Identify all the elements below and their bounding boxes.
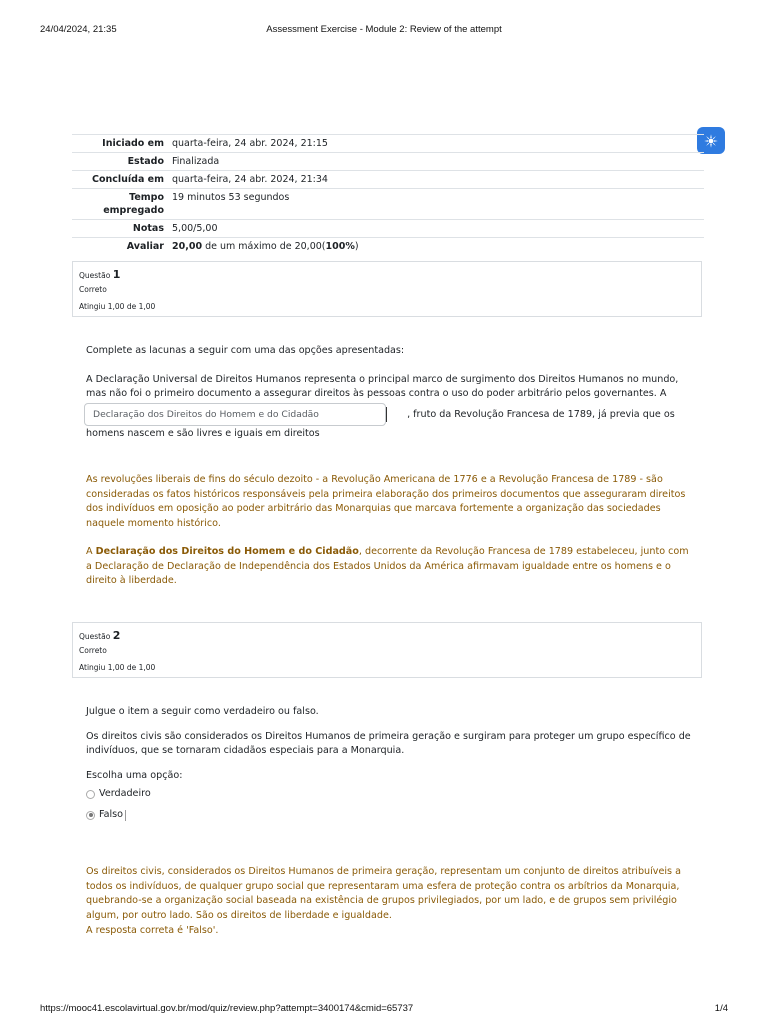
option-label: Falso xyxy=(99,808,124,820)
summary-label: Estado xyxy=(127,156,164,167)
question-text xyxy=(86,373,691,402)
question-2-info xyxy=(72,622,702,678)
print-footer xyxy=(40,1003,728,1017)
question-2-feedback xyxy=(86,865,691,939)
summary-label: Iniciado em xyxy=(102,138,164,149)
summary-row-completed xyxy=(72,170,704,188)
grade-mid: de um máximo de 20,00( xyxy=(202,241,326,252)
question-state: Correto xyxy=(79,285,107,294)
choose-label: Escolha uma opção: xyxy=(86,769,183,781)
summary-label-line: Tempo xyxy=(129,192,164,203)
summary-value: 19 minutos 53 segundos xyxy=(172,192,290,203)
feedback-bold: Declaração dos Direitos do Homem e do Cidadão xyxy=(95,546,359,557)
summary-label: Concluída em xyxy=(91,174,164,185)
question-instruction: Julgue o item a seguir como verdadeiro ou falso. xyxy=(86,706,319,717)
feedback-paragraph: As revoluções liberais de fins do século dezoito - a Revolução Americana de 1776 e a Revolução Francesa de 1789 - são consideradas os fatos históricos responsáveis pela primeira elaboração dos primeiros documentos que asseguraram direitos dos indivíduos em oposição ao poder arbitrário das Monarquias que marcava fortemente a organização das sociedades naquele momento histórico. xyxy=(86,474,686,529)
summary-label xyxy=(72,191,172,217)
question-grade: Atingiu 1,00 de 1,00 xyxy=(79,302,156,311)
grade-percent: 100% xyxy=(325,241,355,252)
question-number xyxy=(79,629,120,642)
correct-answer: A resposta correta é 'Falso'. xyxy=(86,925,219,936)
blank-answer-value: Declaração dos Direitos do Homem e do Cidadão xyxy=(93,408,319,420)
summary-value xyxy=(172,240,704,253)
summary-value: 5,00/5,00 xyxy=(172,223,218,234)
summary-row-grade xyxy=(72,237,704,255)
accessibility-icon xyxy=(702,132,720,150)
question-text-before: A Declaração Universal de Direitos Humanos representa o principal marco de surgimento dos Direitos Humanos no mundo, mas não foi o primeiro documento a assegurar direitos às pessoas contra o uso do poder arbitrário pelos governantes. A xyxy=(86,373,679,399)
summary-row-marks xyxy=(72,219,704,237)
summary-value: Finalizada xyxy=(172,156,220,167)
text-cursor xyxy=(125,810,126,821)
question-grade: Atingiu 1,00 de 1,00 xyxy=(79,663,156,672)
summary-label-line: empregado xyxy=(103,205,164,216)
summary-label: Avaliar xyxy=(126,241,164,252)
print-header xyxy=(40,24,728,38)
feedback-text: , decorrente da Revolução Francesa de 1789 estabeleceu, junto com a Declaração de Declaração de Independência dos Estados Unidos da América afirmavam igualdade entre os homens e o direito à liberdade. xyxy=(86,546,689,586)
summary-value: quarta-feira, 24 abr. 2024, 21:34 xyxy=(172,174,328,185)
feedback-paragraph: Os direitos civis, considerados os Direitos Humanos de primeira geração, representam um conjunto de direitos atribuíveis a todos os indivíduos, de qualquer grupo social que representaram uma esfera de proteção contra os arbítrios da Monarquia, quebrando-se a organização social baseada na existência de grupos privilegiados, por um lado, e de grupos sem privilégio algum, por outro lado. São os direitos de liberdade e igualdade. xyxy=(86,866,681,921)
print-date: 24/04/2024, 21:35 xyxy=(40,24,117,35)
feedback-paragraph xyxy=(86,545,691,589)
radio-false-selected[interactable] xyxy=(86,811,95,820)
print-title: Assessment Exercise - Module 2: Review of the attempt xyxy=(266,24,502,35)
question-text-after-line: homens nascem e são livres e iguais em direitos xyxy=(86,427,320,439)
text-cursor xyxy=(386,407,387,422)
radio-true[interactable] xyxy=(86,790,95,799)
grade-end: ) xyxy=(354,241,359,252)
question-label: Questão xyxy=(79,632,113,641)
question-number-value: 2 xyxy=(112,629,121,642)
option-false[interactable] xyxy=(86,805,691,825)
grade-score: 20,00 xyxy=(172,241,203,252)
summary-row-state xyxy=(72,152,704,170)
print-page-number: 1/4 xyxy=(714,1003,728,1014)
blank-line xyxy=(84,403,691,426)
option-true[interactable] xyxy=(86,784,691,804)
question-instruction: Complete as lacunas a seguir com uma das opções apresentadas: xyxy=(86,345,405,356)
summary-row-time xyxy=(72,188,704,219)
option-label: Verdadeiro xyxy=(99,787,151,799)
question-1-info xyxy=(72,261,702,317)
question-text-after: , fruto da Revolução Francesa de 1789, já previa que os xyxy=(407,409,675,420)
summary-label: Notas xyxy=(132,223,164,234)
question-2-content xyxy=(86,705,691,825)
attempt-summary xyxy=(72,134,704,255)
question-number xyxy=(79,268,120,281)
question-1-content xyxy=(86,344,691,441)
summary-value: quarta-feira, 24 abr. 2024, 21:15 xyxy=(172,138,328,149)
question-number-value: 1 xyxy=(112,268,121,281)
print-url: https://mooc41.escolavirtual.gov.br/mod/quiz/review.php?attempt=3400174&cmid=65737 xyxy=(40,1003,414,1014)
blank-answer-field[interactable] xyxy=(84,403,386,426)
question-state: Correto xyxy=(79,646,107,655)
question-1-feedback xyxy=(86,473,691,589)
question-statement: Os direitos civis são considerados os Direitos Humanos de primeira geração e surgiram para proteger um grupo específico de indivíduos, que se tornaram cidadãos especiais para a Monarquia. xyxy=(86,730,691,756)
feedback-text: A xyxy=(86,546,96,557)
summary-row-started xyxy=(72,134,704,152)
question-label: Questão xyxy=(79,271,113,280)
